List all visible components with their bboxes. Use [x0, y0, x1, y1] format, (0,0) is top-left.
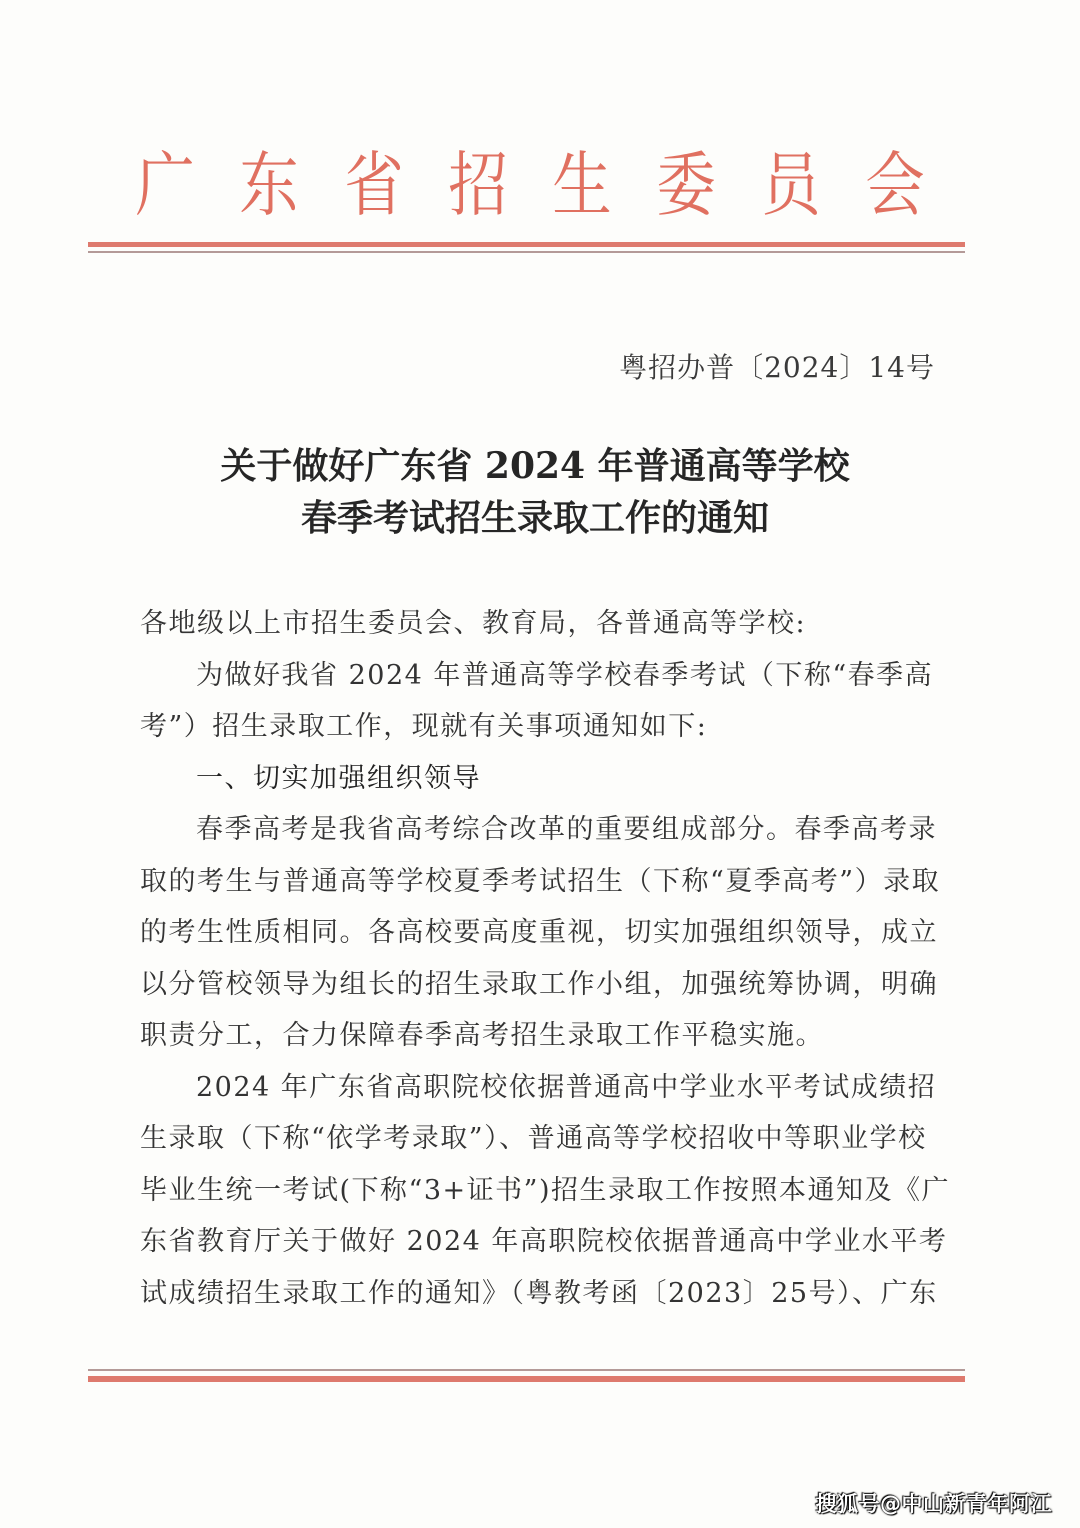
body-line: 取的考生与普通高等学校夏季考试招生（下称“夏季高考”）录取: [140, 865, 941, 897]
body-line: 春季高考是我省高考综合改革的重要组成部分。春季高考录: [196, 814, 937, 845]
body-line: 以分管校领导为组长的招生录取工作小组，加强统筹协调，明确: [140, 968, 938, 1000]
org-char: 广: [135, 144, 195, 226]
header-red-rule: [88, 242, 965, 247]
body-line: 东省教育厅关于做好 2024 年高职院校依据普通高中学业水平考: [140, 1226, 948, 1257]
section-heading: 一、切实加强组织领导: [196, 762, 481, 794]
org-char: 东: [239, 144, 300, 226]
org-char: 招: [448, 144, 508, 226]
body-line: 为做好我省 2024 年普通高等学校春季考试（下称“春季高: [196, 659, 934, 691]
footer-gray-rule: [88, 1369, 965, 1371]
header-gray-rule: [88, 251, 965, 253]
watermark: 搜狐号@中山新青年阿江: [815, 1492, 1052, 1516]
body-line: 2024 年广东省高职院校依据普通高中学业水平考试成绩招: [196, 1071, 937, 1103]
document-body: [140, 598, 950, 1319]
body-line: 职责分工，合力保障春季高考招生录取工作平稳实施。: [140, 1020, 824, 1051]
org-char: 会: [865, 144, 925, 226]
body-line: 的考生性质相同。各高校要高度重视，切实加强组织领导，成立: [140, 917, 938, 948]
footer-red-rule: [88, 1376, 965, 1382]
body-line: 考”）招生录取工作，现就有关事项通知如下:: [140, 711, 708, 742]
org-char: 生: [552, 144, 612, 226]
body-line: 生录取（下称“依学考录取”）、普通高等学校招收中等职业学校: [140, 1123, 927, 1154]
document-number: 粤招办普〔2024〕14号: [619, 351, 935, 384]
title-line: 关于做好广东省 2024 年普通高等学校: [220, 445, 850, 487]
document-title: [0, 440, 1080, 544]
body-line: 毕业生统一考试(下称“3+证书”)招生录取工作按照本通知及《广: [140, 1174, 950, 1206]
salutation: 各地级以上市招生委员会、教育局，各普通高等学校:: [140, 608, 807, 639]
org-char: 委: [656, 144, 717, 226]
title-line: 春季考试招生录取工作的通知: [300, 497, 769, 539]
org-char: 员: [760, 144, 821, 226]
org-char: 省: [343, 144, 404, 226]
body-line: 试成绩招生录取工作的通知》（粤教考函〔2023〕25号）、广东: [140, 1277, 938, 1309]
organization-header: [130, 140, 930, 230]
